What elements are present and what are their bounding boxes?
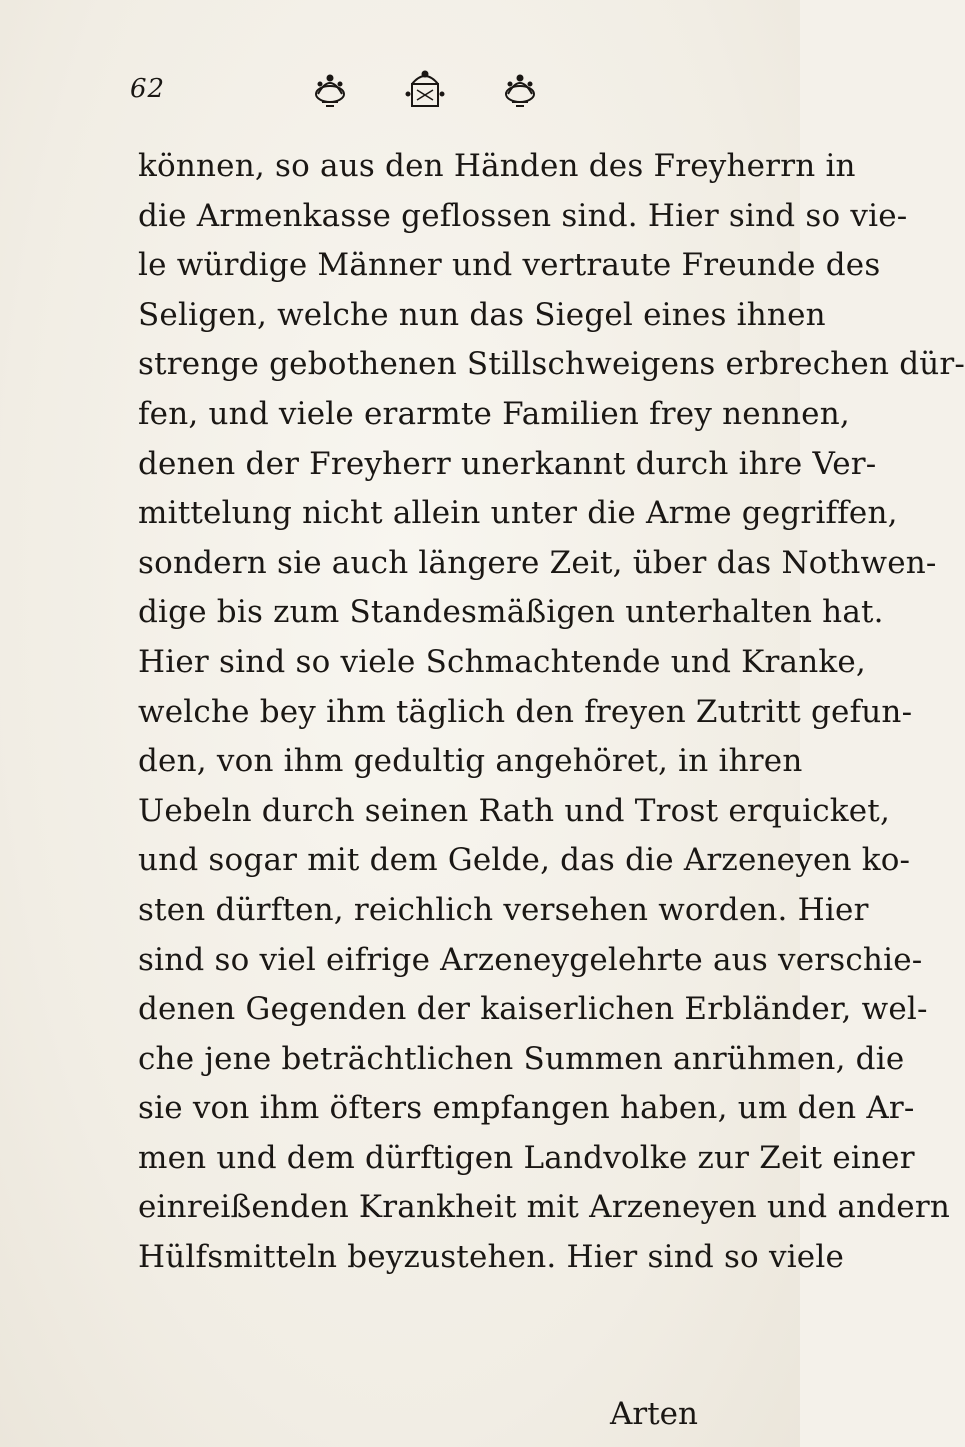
text-line: denen Gegenden der kaiserlichen Erbländer, wel-	[138, 991, 928, 1028]
fleuron-right-icon	[506, 75, 534, 106]
catchword: Arten	[610, 1396, 698, 1432]
text-line: sie von ihm öfters empfangen haben, um den Ar-	[138, 1090, 915, 1127]
text-line: den, von ihm gedultig angehöret, in ihren	[138, 743, 803, 780]
ornament-row	[300, 64, 560, 114]
header-ornaments	[300, 64, 560, 114]
text-line: dige bis zum Standesmäßigen unterhalten hat.	[138, 594, 884, 631]
text-line: und sogar mit dem Gelde, das die Arzeneyen ko-	[138, 842, 911, 879]
page-number: 62	[130, 74, 166, 104]
text-line: sind so viel eifrige Arzeneygelehrte aus verschie-	[138, 941, 923, 978]
text-line: sten dürften, reichlich versehen worden. Hier	[138, 891, 869, 928]
text-line: Hülfsmitteln beyzustehen. Hier sind so viele	[138, 1239, 845, 1276]
fleuron-left-icon	[316, 75, 344, 106]
text-line: Hier sind so viele Schmachtende und Kranke,	[138, 643, 866, 680]
text-line: die Armenkasse geflossen sind. Hier sind so vie-	[138, 197, 908, 234]
page-header	[130, 64, 690, 120]
text-line: Uebeln durch seinen Rath und Trost erquicket,	[138, 792, 891, 829]
text-line: men und dem dürftigen Landvolke zur Zeit einer	[138, 1139, 915, 1176]
text-line: denen der Freyherr unerkannt durch ihre Ver-	[138, 445, 877, 482]
body-text	[138, 142, 965, 1283]
text-line: mittelung nicht allein unter die Arme gegriffen,	[138, 495, 898, 532]
text-line: können, so aus den Händen des Freyherrn in	[138, 148, 856, 184]
text-line: strenge gebothenen Stillschweigens erbrechen dür-	[138, 346, 965, 383]
fleuron-center-icon	[406, 71, 444, 106]
text-line: le würdige Männer und vertraute Freunde des	[138, 247, 881, 284]
text-line: fen, und viele erarmte Familien frey nennen,	[138, 395, 850, 432]
text-line: einreißenden Krankheit mit Arzeneyen und andern	[138, 1189, 951, 1226]
text-line: che jene beträchtlichen Summen anrühmen, die	[138, 1040, 905, 1077]
text-line: Seligen, welche nun das Siegel eines ihnen	[138, 296, 826, 333]
text-line: welche bey ihm täglich den freyen Zutritt gefun-	[138, 693, 913, 730]
text-line: sondern sie auch längere Zeit, über das Nothwen-	[138, 544, 937, 581]
